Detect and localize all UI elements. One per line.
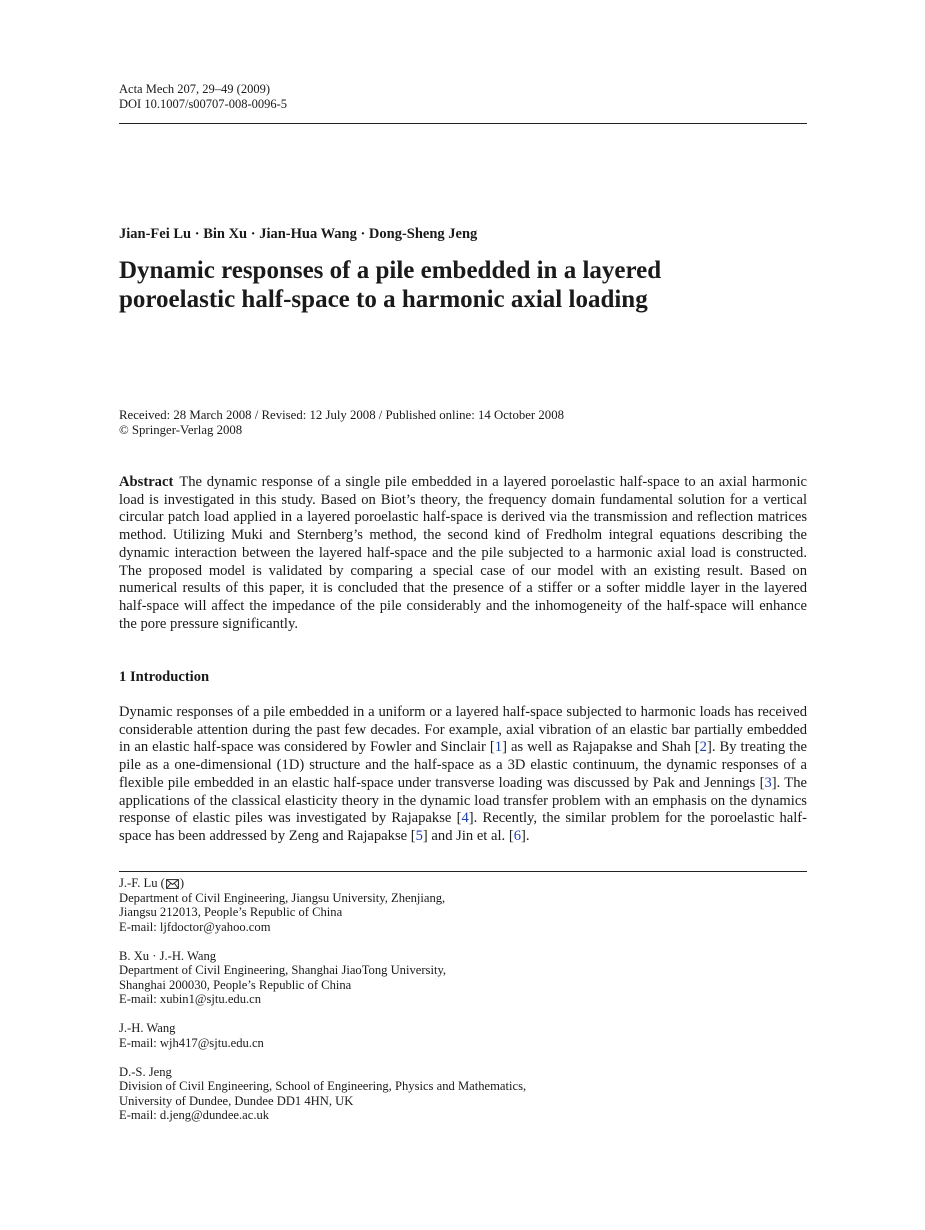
affiliation-line: University of Dundee, Dundee DD1 4HN, UK bbox=[119, 1093, 354, 1108]
citation-link[interactable]: 2 bbox=[699, 739, 707, 756]
intro-text: ]. Recently, the similar problem for the poroelastic half-space has been addressed by Zeng and Rajapakse [ bbox=[119, 810, 807, 844]
citation-link[interactable]: 4 bbox=[461, 810, 469, 827]
abstract-label: Abstract bbox=[119, 474, 174, 490]
affiliation-line: Department of Civil Engineering, Shanghai JiaoTong University, bbox=[119, 963, 447, 977]
intro-text: Dynamic responses of a pile embedded in a uniform or a layered half-space subjected to harmonic loads has received considerable attention during the past few decades. For example, axial vibration of an elastic bar partially embedded in an elastic half-space was considered by Fowler and Sinclair [ bbox=[119, 704, 807, 756]
citation-link[interactable]: 6 bbox=[513, 827, 521, 844]
affiliation-email[interactable]: E-mail: ljfdoctor@yahoo.com bbox=[119, 919, 271, 934]
affiliation-block bbox=[119, 949, 526, 1007]
abstract-text: The dynamic response of a single pile embedded in a layered poroelastic half-space to an axial harmonic load is investigated in this study. Based on Biot’s theory, the frequency domain fundamental solution for a vertical circular patch load applied in a layered poroelastic half-space is derived via the transmission and reflection matrices method. Utilizing Muki and Sternberg’s method, the second kind of Fredholm integral equations describing the dynamic interaction between the layered half-space and the pile subjected to a harmonic axial load is constructed. The proposed model is validated by comparing a special case of our model with an existing result. Based on numerical results of this paper, it is concluded that the presence of a stiffer or a softer middle layer in the layered half-space will affect the impedance of the pile considerably and the inhomogeneity of the half-space will enhance the pore pressure significantly. bbox=[119, 474, 807, 632]
intro-text: ]. By treating the pile as a one-dimensional (1D) structure and the half-space as a 3D elastic continuum, the dynamic responses of a flexible pile embedded in an elastic half-space under transverse loading was discussed by Pak and Jennings [ bbox=[119, 739, 807, 791]
affiliation-name: J.-F. Lu ( bbox=[119, 876, 165, 890]
author-list: Jian-Fei Lu · Bin Xu · Jian-Hua Wang · Dong-Sheng Jeng bbox=[119, 226, 478, 242]
affiliation-block bbox=[119, 1065, 526, 1123]
affiliation-email[interactable]: E-mail: xubin1@sjtu.edu.cn bbox=[119, 992, 262, 1006]
affiliation-block bbox=[119, 1021, 526, 1050]
affiliation-line: Jiangsu 212013, People’s Republic of China bbox=[119, 905, 343, 919]
header-rule bbox=[119, 123, 807, 124]
intro-text: ]. The applications of the classical elasticity theory in the dynamic load transfer problem with an emphasis on the dynamics response of elastic piles was investigated by Rajapakse [ bbox=[119, 774, 807, 827]
affiliation-line: Division of Civil Engineering, School of Engineering, Physics and Mathematics, bbox=[119, 1079, 527, 1093]
author-affiliations bbox=[119, 876, 526, 1137]
affiliation-block bbox=[119, 876, 526, 934]
intro-text: ] and Jin et al. [ bbox=[422, 827, 514, 844]
publication-dates bbox=[119, 408, 564, 438]
paper-title bbox=[119, 256, 807, 314]
title-line: Dynamic responses of a pile embedded in a layered bbox=[119, 257, 662, 284]
affiliation-name-tail: ) bbox=[179, 876, 185, 890]
journal-header bbox=[119, 82, 287, 112]
section-heading-introduction: 1 Introduction bbox=[119, 669, 210, 685]
doi: DOI 10.1007/s00707-008-0096-5 bbox=[119, 97, 288, 111]
title-line: poroelastic half-space to a harmonic axial loading bbox=[119, 286, 648, 313]
affiliation-name: J.-H. Wang bbox=[119, 1021, 176, 1035]
affiliation-line: Shanghai 200030, People’s Republic of China bbox=[119, 977, 352, 992]
intro-text: ]. bbox=[521, 827, 530, 844]
envelope-icon bbox=[166, 879, 179, 889]
citation-link[interactable]: 3 bbox=[764, 774, 772, 791]
footnote-rule bbox=[119, 871, 807, 872]
affiliation-name: B. Xu · J.-H. Wang bbox=[119, 948, 217, 963]
citation-link[interactable]: 5 bbox=[415, 827, 423, 844]
introduction-paragraph bbox=[119, 704, 807, 846]
intro-text: ] as well as Rajapakse and Shah [ bbox=[502, 739, 700, 756]
affiliation-email[interactable]: E-mail: d.jeng@dundee.ac.uk bbox=[119, 1108, 270, 1122]
date-history: Received: 28 March 2008 / Revised: 12 July 2008 / Published online: 14 October 2008 bbox=[119, 408, 564, 422]
copyright: © Springer-Verlag 2008 bbox=[119, 423, 243, 437]
journal-citation: Acta Mech 207, 29–49 (2009) bbox=[119, 82, 271, 96]
affiliation-name: D.-S. Jeng bbox=[119, 1064, 172, 1079]
affiliation-email[interactable]: E-mail: wjh417@sjtu.edu.cn bbox=[119, 1035, 264, 1050]
abstract bbox=[119, 474, 807, 633]
affiliation-line: Department of Civil Engineering, Jiangsu University, Zhenjiang, bbox=[119, 890, 446, 905]
citation-link[interactable]: 1 bbox=[494, 739, 503, 756]
